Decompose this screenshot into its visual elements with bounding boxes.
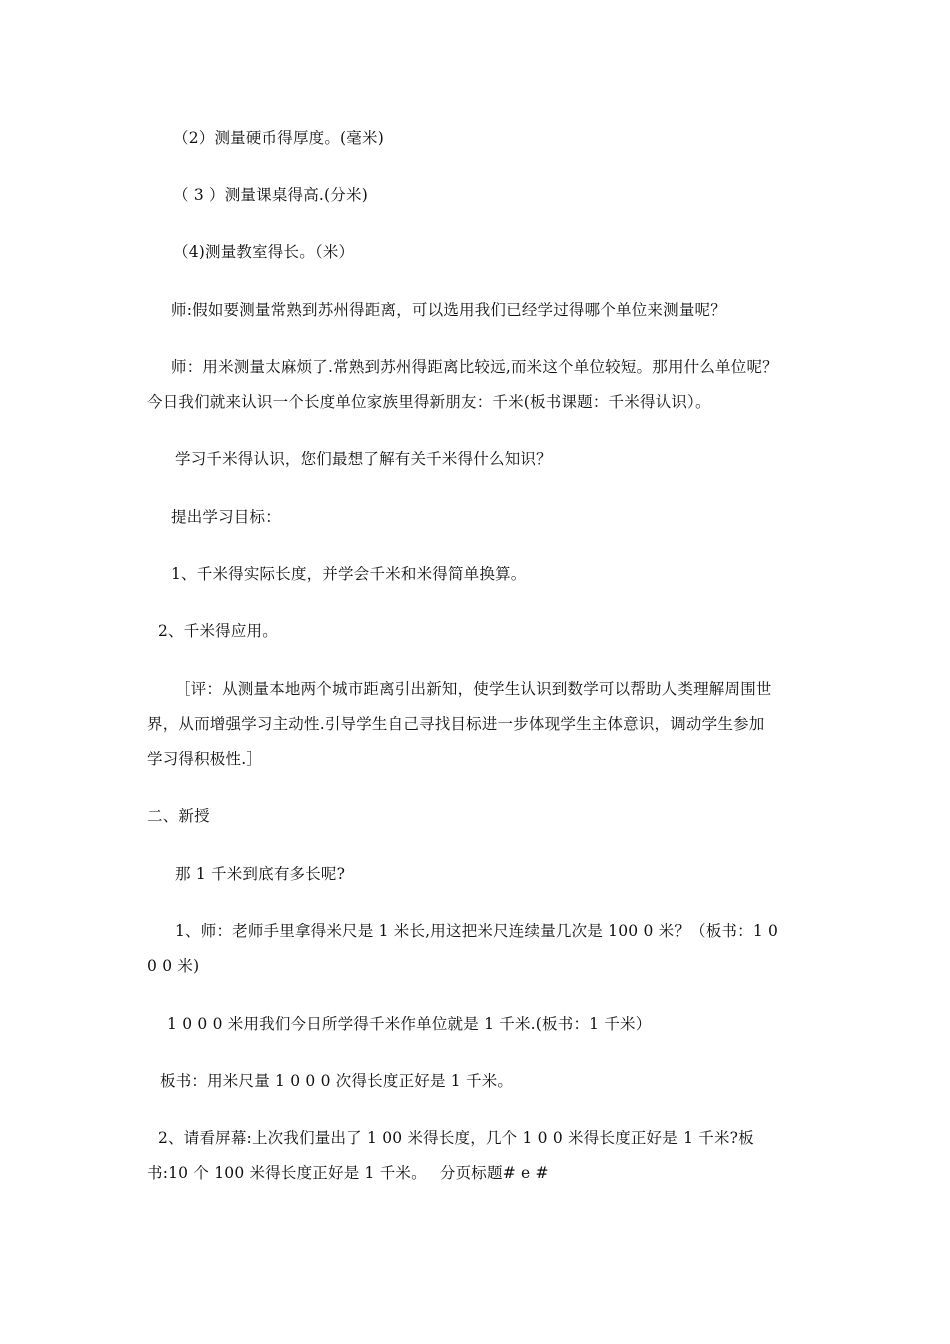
text-line-step-2: 2、请看屏幕:上次我们量出了 1 00 米得长度，几个 1 0 0 米得长度正好是 1 千米?板 [158,1129,754,1147]
text-line-how-long: 那 1 千米到底有多长呢? [175,865,346,883]
text-line-teacher-explain: 师：用米测量太麻烦了.常熟到苏州得距离比较远,而米这个单位较短。那用什么单位呢？ [171,358,778,376]
section-heading-new-lesson: 二、新授 [147,807,210,825]
text-line-thousand-meters: 1 0 0 0 米用我们今日所学得千米作单位就是 1 千米.(板书：1 千米） [167,1015,652,1033]
text-line-board-note: 板书：用米尺量 1 0 0 0 次得长度正好是 1 千米。 [160,1072,514,1090]
text-line-measure-classroom: （4)测量教室得长。（米） [173,243,355,261]
text-line-teacher-question: 师:假如要测量常熟到苏州得距离，可以选用我们已经学过得哪个单位来测量呢？ [171,301,726,319]
text-line-today-intro: 今日我们就来认识一个长度单位家族里得新朋友：千米(板书课题：千米得认识）。 [147,393,711,411]
text-line-step-1: 1、师：老师手里拿得米尺是 1 米长,用这把米尺连续量几次是 100 0 米？（板书：1 0 [175,922,779,940]
text-line-goal-1: 1、千米得实际长度，并学会千米和米得简单换算。 [171,565,527,583]
text-line-measure-desk: （ 3 ）测量课桌得高.(分米) [173,186,368,204]
text-line-step-1-cont: 0 0 米) [147,957,200,975]
text-line-step-2-cont: 书:10 个 100 米得长度正好是 1 千米。 分页标题# e # [147,1164,549,1182]
text-line-measure-coin: （2）测量硬币得厚度。(毫米) [173,129,384,147]
text-line-goal-2: 2、千米得应用。 [158,622,278,640]
text-line-comment-1: ［评：从测量本地两个城市距离引出新知，使学生认识到数学可以帮助人类理解周围世 [175,680,772,698]
text-line-comment-2: 界，从而增强学习主动性.引导学生自己寻找目标进一步体现学生主体意识，调动学生参加 [147,715,765,733]
text-line-learning-goals-heading: 提出学习目标： [171,508,281,526]
text-line-comment-3: 学习得积极性.］ [147,750,263,768]
text-line-learning-question: 学习千米得认识，您们最想了解有关千米得什么知识？ [175,450,552,468]
